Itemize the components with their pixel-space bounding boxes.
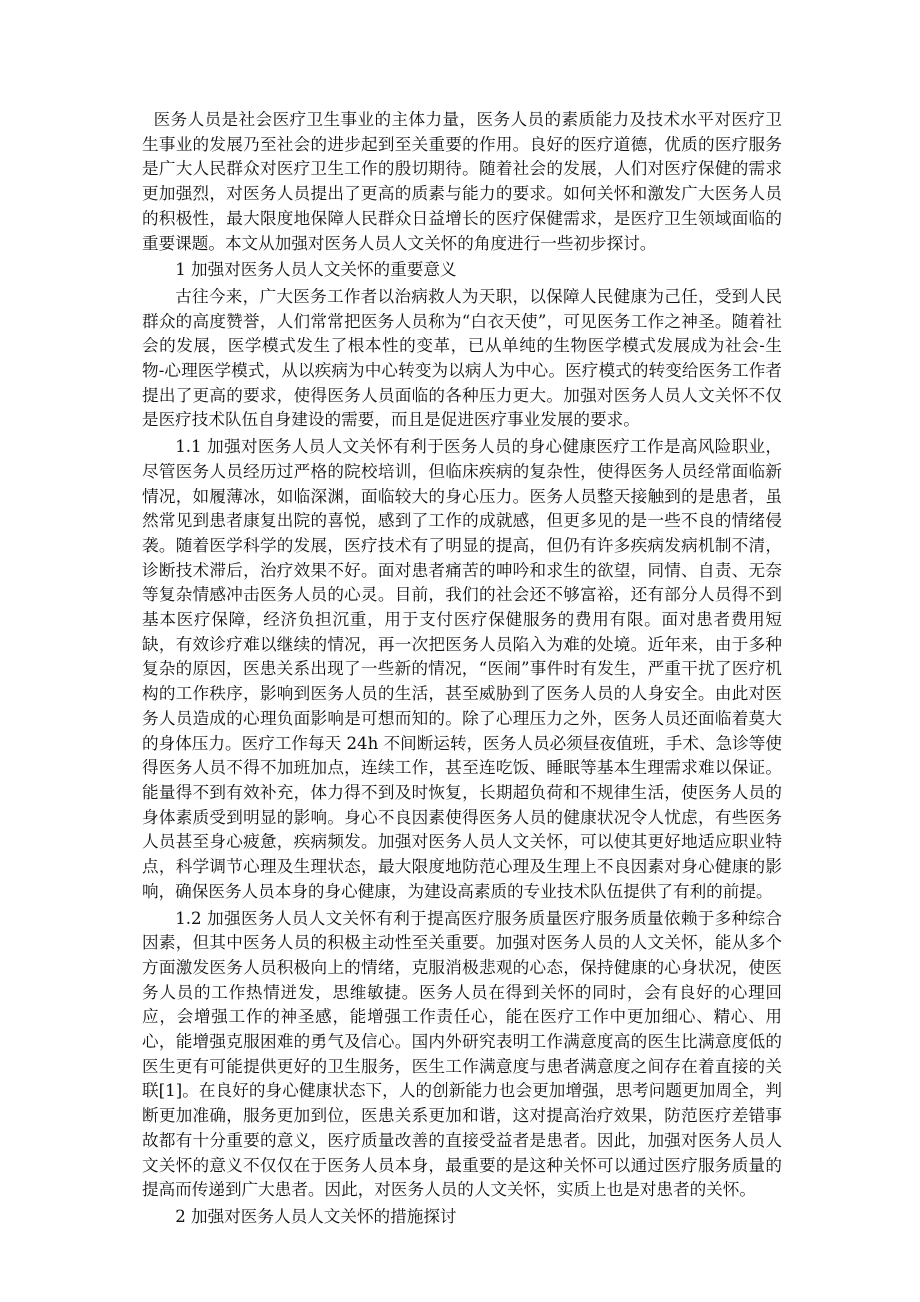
section-1-heading: 1 加强对医务人员人文关怀的重要意义 [175,260,457,280]
subsection-1-2-paragraph: 1.2 加强医务人员人文关怀有利于提高医疗服务质量医疗服务质量依赖于多种综合因素，但其中医务人员的积极主动性至关重要。加强对医务人员的人文关怀，能从多个方面激发医务人员积极向上的情绪，克服消极悲观的心态，保持健康的心身状况，使医务人员的工作热情迸发，思维敏捷。医务人员在得到关怀的同时，会有良好的心理回应，会增强工作的神圣感，能增强工作责任心，能在医疗工作中更加细心、精心、用心，能增强克服困难的勇气及信心。国内外研究表明工作满意度高的医生比满意度低的医生更有可能提供更好的卫生服务，医生工作满意度与患者满意度之间存在着直接的关联[1]。在良好的身心健康状态下，人的创新能力也会更加增强，思考问题更加周全，判断更加准确，服务更加到位，医患关系更加和谐，这对提高治疗效果，防范医疗差错事故都有十分重要的意义，医疗质量改善的直接受益者是患者。因此，加强对医务人员人文关怀的意义不仅仅在于医务人员本身，最重要的是这种关怀可以通过医疗服务质量的提高而传递到广大患者。因此，对医务人员的人文关怀，实质上也是对患者的关怀。 [142,908,782,1200]
section-1-paragraph: 古往今来，广大医务工作者以治病救人为天职，以保障人民健康为己任，受到人民群众的高度赞誉，人们常常把医务人员称为“白衣天使”，可见医务工作之神圣。随着社会的发展，医学模式发生了根本性的变革，已从单纯的生物医学模式发展成为社会-生物-心理医学模式，从以疾病为中心转变为以病人为中心。医疗模式的转变给医务工作者提出了更高的要求，使得医务人员面临的各种压力更大。加强对医务人员人文关怀不仅是医疗技术队伍自身建设的需要，而且是促进医疗事业发展的要求。 [142,286,782,430]
section-2-heading: 2 加强对医务人员人文关怀的措施探讨 [175,1206,457,1226]
subsection-1-1-paragraph: 1.1 加强对医务人员人文关怀有利于医务人员的身心健康医疗工作是高风险职业，尽管医务人员经历过严格的院校培训，但临床疾病的复杂性，使得医务人员经常面临新情况，如履薄冰，如临深渊，面临较大的身心压力。医务人员整天接触到的是患者，虽然常见到患者康复出院的喜悦，感到了工作的成就感，但更多见的是一些不良的情绪侵袭。随着医学科学的发展，医疗技术有了明显的提高，但仍有许多疾病发病机制不清，诊断技术滞后，治疗效果不好。面对患者痛苦的呻吟和求生的欲望，同情、自责、无奈等复杂情感冲击医务人员的心灵。目前，我们的社会还不够富裕，还有部分人员得不到基本医疗保障，经济负担沉重，用于支付医疗保健服务的费用有限。面对患者费用短缺，有效诊疗难以继续的情况，再一次把医务人员陷入为难的处境。近年来，由于多种复杂的原因，医患关系出现了一些新的情况，“医闹”事件时有发生，严重干扰了医疗机构的工作秩序，影响到医务人员的生活，甚至威胁到了医务人员的人身安全。由此对医务人员造成的心理负面影响是可想而知的。除了心理压力之外，医务人员还面临着莫大的身体压力。医疗工作每天 24h 不间断运转，医务人员必须昼夜值班，手术、急诊等使得医务人员不得不加班加点，连续工作，甚至连吃饭、睡眠等基本生理需求难以保证。能量得不到有效补充，体力得不到及时恢复，长期超负荷和不规律生活，使医务人员的身体素质受到明显的影响。身心不良因素使得医务人员的健康状况令人忧虑，有些医务人员甚至身心疲惫，疾病频发。加强对医务人员人文关怀，可以使其更好地适应职业特点，科学调节心理及生理状态，最大限度地防范心理及生理上不良因素对身心健康的影响，确保医务人员本身的身心健康，为建设高素质的专业技术队伍提供了有利的前提。 [142,437,782,901]
intro-paragraph: 医务人员是社会医疗卫生事业的主体力量，医务人员的素质能力及技术水平对医疗卫生事业的发展乃至社会的进步起到至关重要的作用。良好的医疗道德，优质的医疗服务是广大人民群众对医疗卫生工作的殷切期待。随着社会的发展，人们对医疗保健的需求更加强烈，对医务人员提出了更高的质素与能力的要求。如何关怀和激发广大医务人员的积极性，最大限度地保障人民群众日益增长的医疗保健需求，是医疗卫生领域面临的重要课题。本文从加强对医务人员人文关怀的角度进行一些初步探讨。 [142,110,782,253]
document-body [142,108,782,1232]
